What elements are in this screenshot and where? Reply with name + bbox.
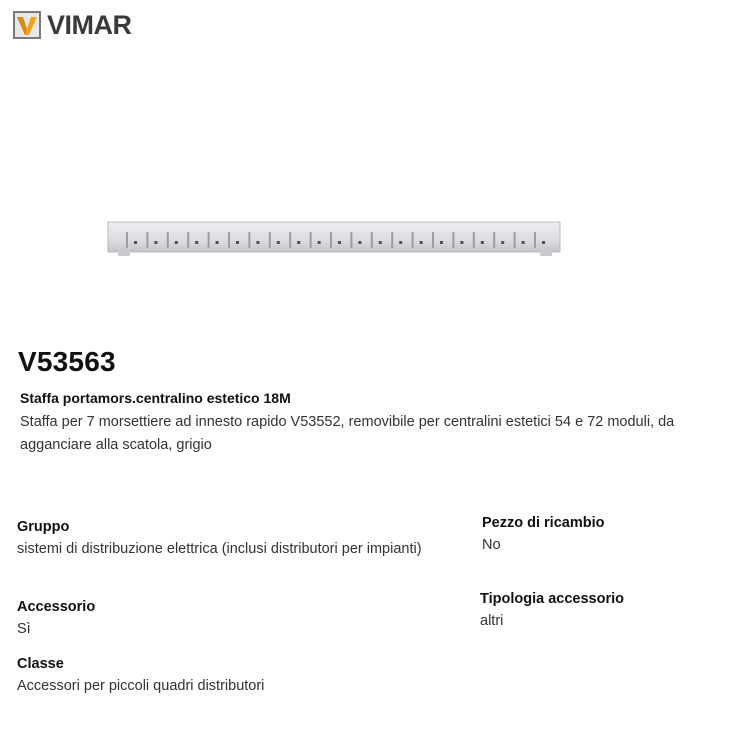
attribute-value: sistemi di distribuzione elettrica (inclusi distributori per impianti)	[17, 541, 422, 557]
vimar-logo	[13, 10, 132, 40]
attribute-value: Accessori per piccoli quadri distributori	[17, 678, 265, 694]
product-image	[104, 218, 564, 262]
attribute-label: Tipologia accessorio	[480, 591, 624, 607]
attribute-classe	[17, 653, 437, 697]
attribute-value: altri	[480, 613, 504, 629]
attribute-label: Accessorio	[17, 599, 96, 615]
attribute-value: No	[482, 537, 501, 553]
attribute-value: Sì	[17, 621, 31, 637]
attribute-label: Classe	[17, 656, 64, 672]
attribute-pezzo-di-ricambio	[482, 512, 722, 556]
attribute-label: Gruppo	[17, 519, 70, 535]
attribute-accessorio	[17, 596, 437, 640]
vimar-logo-mark-icon	[13, 11, 41, 39]
product-short-description: Staffa portamors.centralino estetico 18M	[20, 390, 291, 406]
attribute-label: Pezzo di ricambio	[482, 515, 605, 531]
product-code: V53563	[18, 346, 116, 377]
brand-name: VIMAR	[47, 10, 132, 40]
attribute-gruppo	[17, 516, 437, 560]
attribute-tipologia-accessorio	[480, 588, 720, 632]
product-long-description: Staffa per 7 morsettiere ad innesto rapido V53552, removibile per centralini estetici 54 e 72 moduli, da agganciare alla scatola, grigio	[20, 414, 675, 453]
